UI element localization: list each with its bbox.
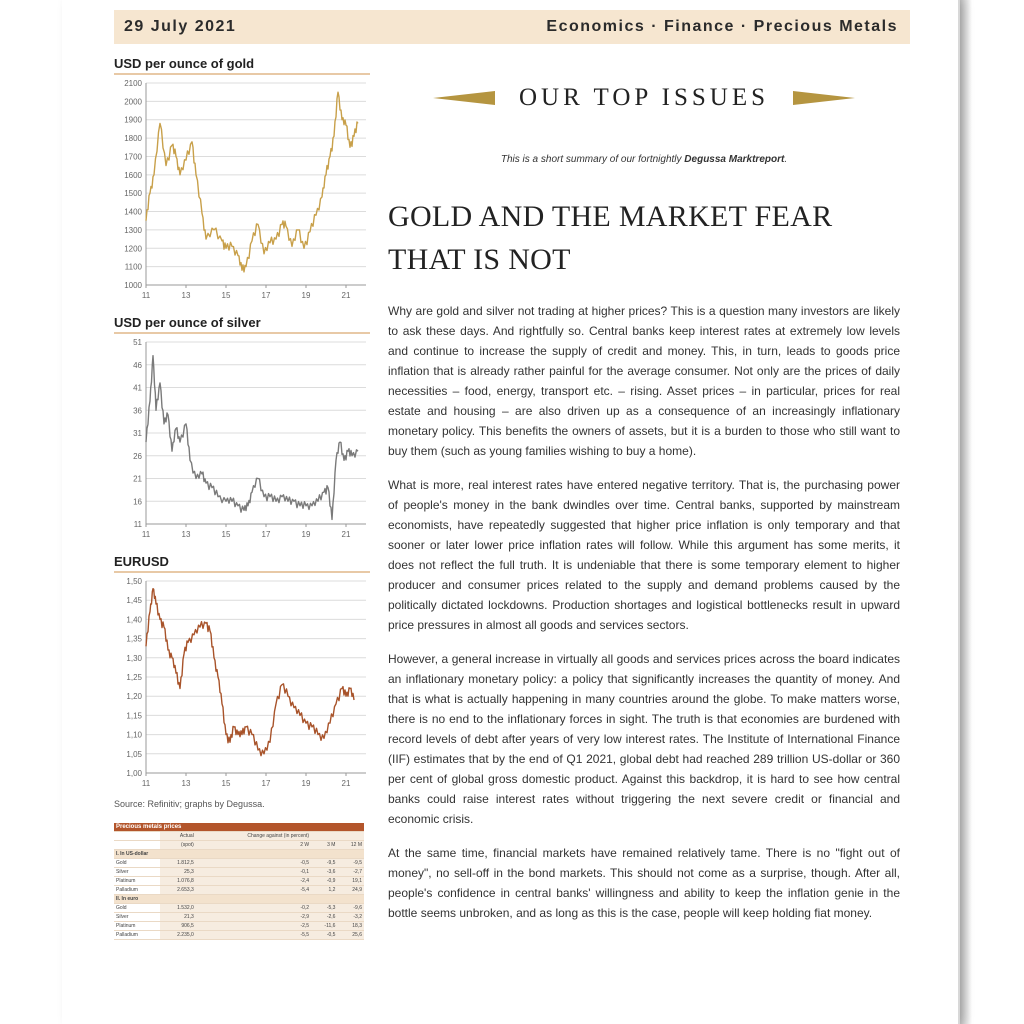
summary-suffix: . — [784, 154, 788, 165]
table-cell: -5,3 — [311, 904, 337, 913]
y-tick-label: 2100 — [124, 79, 142, 88]
x-tick-label: 17 — [261, 291, 271, 300]
table-cell: Actual — [160, 832, 196, 841]
y-tick-label: 26 — [133, 451, 142, 461]
article-paragraph: What is more, real interest rates have entered negative territory. That is, the purchasing power of people's money in the bank dwindles over time. Central banks, supported by mainstream economists, have repeatedly suggested that higher price inflation is only temporary and that sooner or later lower price inflation rates will follow. While this argument has some merits, it does not reflect the full truth. It is undeniable that there is some temporary element to higher producer and consumer prices related to the supply and demand problems caused by the politically dictated lockdowns. Production shortages and logistical bottlenecks result in upward price pressures in almost all goods and services sectors. — [388, 478, 900, 632]
table-cell: -2,9 — [196, 913, 311, 922]
table-cell: 2.235,0 — [160, 931, 196, 940]
table-section-row — [114, 850, 364, 859]
x-tick-label: 13 — [181, 291, 191, 300]
x-tick-label: 13 — [181, 530, 191, 539]
eurusd-rate-chart — [114, 573, 370, 795]
table-cell: 18,3 — [337, 922, 364, 931]
table-cell: 3 M — [311, 841, 337, 850]
y-tick-label: 1700 — [124, 152, 142, 162]
y-tick-label: 31 — [133, 429, 142, 438]
table-cell — [311, 832, 337, 841]
table-row — [114, 877, 364, 886]
article-headline: GOLD AND THE MARKET FEAR THAT IS NOT — [388, 200, 833, 276]
y-tick-label: 1600 — [124, 170, 142, 180]
x-tick-label: 21 — [341, 779, 351, 788]
y-tick-label: 1200 — [124, 244, 142, 254]
top-issues-banner — [388, 80, 900, 116]
table-title: Precious metals prices — [114, 823, 364, 832]
y-tick-label: 21 — [133, 474, 142, 484]
table-cell: -0,9 — [311, 877, 337, 886]
article-paragraph: At the same time, financial markets have remained relatively tame. There is no "fight out of money", no sell-off in the bond markets. This should not come as a surprise, though. After all, people's confidence in central banks' willingness and ability to keep the inflation genie in the bottle seems unbroken, and as long as this is the case, people will keep holding fiat money. — [388, 846, 900, 920]
table-cell: Change against (in percent) — [196, 832, 311, 841]
chart-title: USD per ounce of gold — [114, 56, 255, 71]
publication-name: Degussa Marktreport — [684, 154, 785, 165]
y-tick-label: 1,15 — [126, 711, 142, 721]
x-tick-label: 17 — [261, 530, 271, 539]
summary-line — [388, 154, 900, 165]
y-tick-label: 11 — [133, 520, 142, 529]
table-cell: Palladium — [114, 886, 160, 895]
y-tick-label: 1300 — [124, 225, 142, 235]
chart-source: Source: Refinitiv; graphs by Degussa. — [114, 799, 265, 809]
x-tick-label: 11 — [141, 779, 151, 788]
table-cell — [114, 832, 160, 841]
y-tick-label: 1,05 — [126, 749, 142, 759]
y-tick-label: 1500 — [124, 189, 142, 199]
table-cell: -3,6 — [311, 868, 337, 877]
y-tick-label: 1800 — [124, 134, 142, 144]
table-cell — [337, 832, 364, 841]
report-page — [62, 0, 958, 1024]
table-cell: -2,6 — [311, 913, 337, 922]
y-tick-label: 46 — [133, 360, 142, 370]
table-cell: -9,6 — [337, 904, 364, 913]
table-section-label: I. In US-dollar — [114, 850, 364, 859]
x-tick-label: 21 — [341, 291, 351, 300]
eurusd-chart — [114, 554, 370, 795]
article-paragraph: However, a general increase in virtually all goods and services prices across the board indicates an inflationary monetary policy: a policy that significantly increases the quantity of money. And that is what is actually happening in many countries around the globe. To make matters worse, there is no end to the inflationary forces in sight. The truth is that economies are burdened with record levels of debt after years of very low interest rates. The Institute of International Finance (IIF) estimates that by the end of Q1 2021, global debt had reached 289 trillion US-dollar or 360 per cent of global gross domestic product. Against this backdrop, it is hard to see how central banks could raise interest rates without triggering the next severe credit or financial and economic crisis. — [388, 652, 900, 826]
table-cell: -5,5 — [196, 931, 311, 940]
table-cell: 19,1 — [337, 877, 364, 886]
x-tick-label: 11 — [141, 291, 151, 300]
y-tick-label: 51 — [133, 338, 142, 347]
table-cell: 2.653,3 — [160, 886, 196, 895]
top-issues-heading: OUR TOP ISSUES — [518, 84, 770, 111]
gold-chart — [114, 56, 370, 307]
y-tick-label: 2000 — [124, 97, 142, 107]
silver-price-chart — [114, 334, 370, 546]
table-cell: Silver — [114, 913, 160, 922]
table-cell: 24,9 — [337, 886, 364, 895]
y-tick-label: 1400 — [124, 207, 142, 217]
y-tick-label: 1,10 — [126, 730, 142, 740]
summary-prefix: This is a short summary of our fortnightly — [500, 154, 685, 165]
table-cell: 906,5 — [160, 922, 196, 931]
table-cell: -11,6 — [311, 922, 337, 931]
table-cell: -5,4 — [196, 886, 311, 895]
table-row — [114, 868, 364, 877]
charts-column — [114, 56, 370, 940]
table-cell: 25,3 — [160, 868, 196, 877]
gold-price-chart — [114, 75, 370, 307]
article-paragraph: Why are gold and silver not trading at higher prices? This is a question many investors are likely to ask these days. And rightfully so. Central banks keep interest rates at extremely low levels and continue to increase the supply of credit and money. This, in turn, leads to goods price inflation that is already rather painful for the average consumer. Not only are the prices of daily necessities – food, energy, transport etc. – rising. Asset prices – in particular, prices for real estate and housing – are also driven up as a consequence of an increasingly inflationary monetary policy. This benefits the owners of assets, but it is a burden to those who still want to buy them (such as young families wishing to buy a home). — [388, 304, 900, 458]
x-tick-label: 15 — [221, 291, 231, 300]
table-cell: 2 W — [196, 841, 311, 850]
table-cell: 1.532,0 — [160, 904, 196, 913]
table-cell: -0,5 — [196, 859, 311, 868]
table-cell: -9,5 — [337, 859, 364, 868]
page-edge-shadow — [958, 0, 972, 1024]
series-line — [146, 92, 358, 272]
chart-title: EURUSD — [114, 554, 169, 569]
y-tick-label: 36 — [133, 406, 142, 416]
report-date: 29 July 2021 — [124, 18, 237, 35]
y-tick-label: 1000 — [124, 281, 142, 290]
x-tick-label: 15 — [221, 779, 231, 788]
table-cell: 21,3 — [160, 913, 196, 922]
table-cell: Silver — [114, 868, 160, 877]
table-cell: -0,5 — [311, 931, 337, 940]
x-tick-label: 21 — [341, 530, 351, 539]
table-cell — [114, 841, 160, 850]
table-cell: 25,6 — [337, 931, 364, 940]
y-tick-label: 1,25 — [126, 673, 142, 682]
y-tick-label: 16 — [133, 497, 142, 507]
table-cell: -0,2 — [196, 904, 311, 913]
table-cell: Gold — [114, 904, 160, 913]
y-tick-label: 1,20 — [126, 692, 142, 702]
series-line — [146, 356, 358, 520]
x-tick-label: 11 — [141, 530, 151, 539]
table-cell: Gold — [114, 859, 160, 868]
table-row — [114, 859, 364, 868]
table-row — [114, 922, 364, 931]
table-row — [114, 841, 364, 850]
right-arrow-icon — [793, 91, 855, 105]
table-cell: (spot) — [160, 841, 196, 850]
left-arrow-icon — [433, 91, 495, 105]
x-tick-label: 19 — [301, 779, 311, 788]
table-row — [114, 832, 364, 841]
y-tick-label: 1900 — [124, 115, 142, 125]
table-cell: -2,7 — [337, 868, 364, 877]
table-cell: -3,2 — [337, 913, 364, 922]
table-section-row — [114, 895, 364, 904]
table-cell: -2,5 — [196, 922, 311, 931]
series-line — [146, 589, 354, 756]
table-cell: 1.076,8 — [160, 877, 196, 886]
y-tick-label: 1,30 — [126, 653, 142, 663]
table-cell: Platinum — [114, 922, 160, 931]
table-row — [114, 913, 364, 922]
table-cell: -9,5 — [311, 859, 337, 868]
x-tick-label: 13 — [181, 779, 191, 788]
y-tick-label: 1,35 — [126, 634, 142, 644]
x-tick-label: 17 — [261, 779, 271, 788]
header-bar — [114, 10, 910, 44]
y-tick-label: 1,50 — [126, 577, 142, 586]
y-tick-label: 41 — [133, 383, 142, 393]
y-tick-label: 1100 — [124, 262, 142, 272]
table-cell: 1,2 — [311, 886, 337, 895]
x-tick-label: 15 — [221, 530, 231, 539]
table-cell: 1.812,5 — [160, 859, 196, 868]
table-cell: Platinum — [114, 877, 160, 886]
precious-metals-table — [114, 823, 364, 940]
table-cell: -2,4 — [196, 877, 311, 886]
table-row — [114, 931, 364, 940]
silver-chart — [114, 315, 370, 546]
table-cell: Palladium — [114, 931, 160, 940]
table-row — [114, 904, 364, 913]
y-tick-label: 1,40 — [126, 615, 142, 625]
y-tick-label: 1,00 — [126, 769, 142, 778]
report-topics: Economics · Finance · Precious Metals — [546, 18, 898, 35]
article-column — [388, 80, 900, 937]
table-title-row — [114, 823, 364, 832]
y-tick-label: 1,45 — [126, 596, 142, 606]
x-tick-label: 19 — [301, 291, 311, 300]
table-row — [114, 886, 364, 895]
table-cell: -0,1 — [196, 868, 311, 877]
x-tick-label: 19 — [301, 530, 311, 539]
table-cell: 12 M — [337, 841, 364, 850]
table-section-label: II. In euro — [114, 895, 364, 904]
chart-title: USD per ounce of silver — [114, 315, 261, 330]
